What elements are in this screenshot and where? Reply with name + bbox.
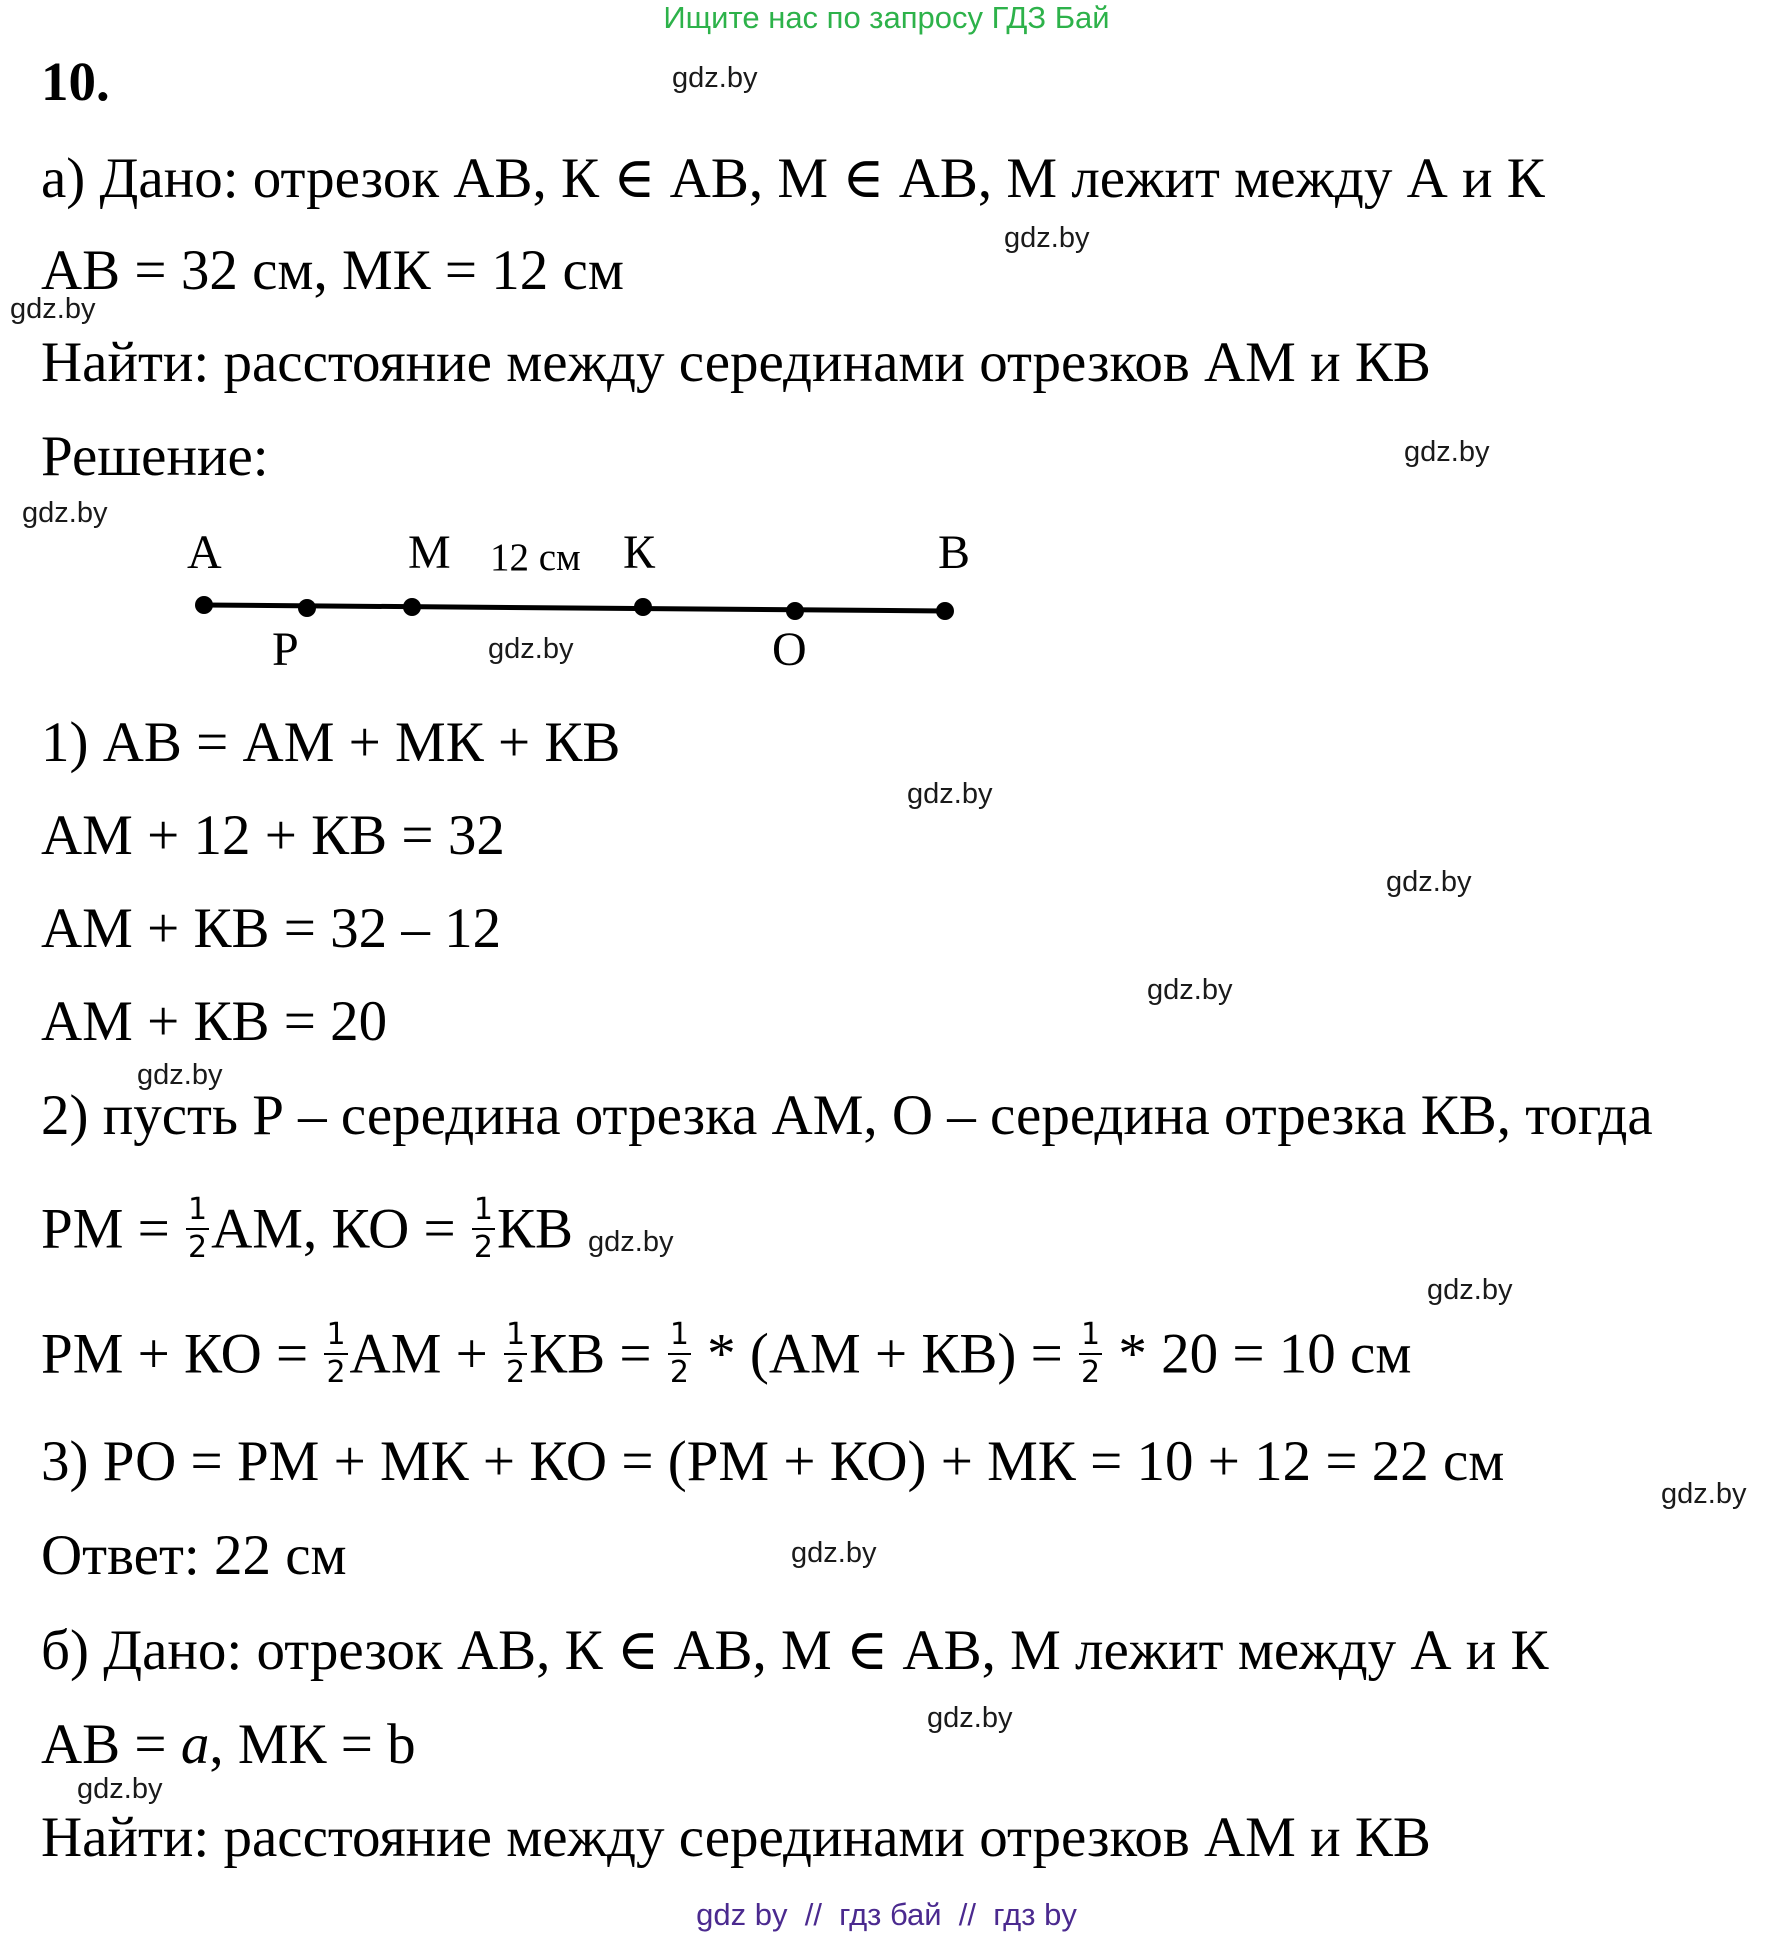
point-o-dot: [786, 602, 804, 620]
answer: Ответ: 22 см: [41, 1524, 347, 1587]
fraction-half: $\frac{1}{2}$: [1081, 1317, 1101, 1390]
label-point-p: Р: [272, 623, 299, 676]
fraction-half: $\frac{1}{2}$: [326, 1317, 346, 1390]
part-b-values-a: a: [180, 1713, 210, 1776]
eq1-part1: РМ =: [41, 1197, 185, 1261]
eq2-part1: РМ + КО =: [41, 1322, 323, 1386]
watermark: gdz.by: [1386, 866, 1472, 898]
point-m-dot: [403, 598, 421, 616]
problem-number: 10.: [41, 51, 110, 112]
fraction-half: $\frac{1}{2}$: [506, 1317, 526, 1390]
watermark: gdz.by: [22, 497, 108, 529]
watermark: gdz.by: [1004, 222, 1090, 254]
eq1-part2: АМ, КО =: [211, 1197, 470, 1261]
step1-line3: АМ + КВ = 32 – 12: [41, 897, 502, 960]
watermark: gdz.by: [672, 62, 758, 94]
watermark: gdz.by: [791, 1537, 877, 1569]
label-point-b: В: [938, 526, 971, 579]
watermark: gdz.by: [1661, 1478, 1747, 1510]
watermark: gdz.by: [1147, 974, 1233, 1006]
eq2-part5: * 20 = 10 см: [1104, 1322, 1412, 1386]
eq2-part3: КВ =: [529, 1322, 666, 1386]
watermark: gdz.by: [1427, 1274, 1513, 1306]
watermark: gdz.by: [588, 1226, 674, 1258]
watermark: gdz.by: [927, 1702, 1013, 1734]
step3: 3) РО = РМ + МК + КО = (РМ + КО) + МК = 10 + 12 = 22 см: [41, 1430, 1505, 1493]
equation-sum: [41, 1317, 1412, 1390]
part-a-values: АВ = 32 см, МК = 12 см: [41, 239, 624, 302]
watermark: gdz.by: [488, 633, 574, 665]
watermark: gdz.by: [1404, 436, 1490, 468]
point-k-dot: [634, 598, 652, 616]
segment-line-svg: [0, 0, 1000, 700]
step1-line4: АМ + КВ = 20: [41, 990, 388, 1053]
point-a-dot: [195, 596, 213, 614]
top-banner[interactable]: Ищите нас по запросу ГДЗ Бай: [663, 0, 1110, 35]
watermark: gdz.by: [10, 293, 96, 325]
label-point-m: М: [408, 526, 451, 579]
label-mk-length: 12 см: [490, 536, 581, 579]
equation-pm-ko: [41, 1192, 574, 1265]
part-b-values: [41, 1713, 416, 1776]
step1-line2: АМ + 12 + КВ = 32: [41, 804, 505, 867]
eq1-part3: КВ: [496, 1197, 574, 1261]
step2-text: 2) пусть Р – середина отрезка АМ, О – середина отрезка КВ, тогда: [41, 1084, 1653, 1147]
step1-line1: 1) АВ = АМ + МК + КВ: [41, 711, 621, 774]
label-point-o: О: [772, 623, 807, 676]
eq2-part2: АМ +: [349, 1322, 503, 1386]
label-point-k: К: [623, 526, 656, 579]
fraction-half: $\frac{1}{2}$: [188, 1192, 208, 1265]
watermark: gdz.by: [137, 1059, 223, 1091]
part-b-given: б) Дано: отрезок АВ, К ∈ АВ, М ∈ АВ, М лежит между А и К: [41, 1619, 1549, 1682]
point-p-dot: [298, 599, 316, 617]
part-b-values-suffix: , МК = b: [209, 1713, 416, 1776]
point-b-dot: [936, 602, 954, 620]
watermark: gdz.by: [907, 778, 993, 810]
eq2-part4: * (АМ + КВ) =: [692, 1322, 1078, 1386]
label-point-a: А: [187, 526, 222, 579]
watermark: gdz.by: [77, 1773, 163, 1805]
part-a-given: а) Дано: отрезок АВ, К ∈ АВ, М ∈ АВ, М лежит между А и К: [41, 147, 1545, 210]
part-a-find: Найти: расстояние между серединами отрезков АМ и КВ: [41, 331, 1431, 394]
fraction-half: $\frac{1}{2}$: [473, 1192, 493, 1265]
fraction-half: $\frac{1}{2}$: [669, 1317, 689, 1390]
solution-heading: Решение:: [41, 425, 269, 488]
part-b-values-prefix: АВ =: [41, 1713, 181, 1776]
part-b-find: Найти: расстояние между серединами отрезков АМ и КВ: [41, 1806, 1431, 1869]
bottom-banner[interactable]: gdz by // гдз бай // гдз by: [696, 1897, 1077, 1932]
